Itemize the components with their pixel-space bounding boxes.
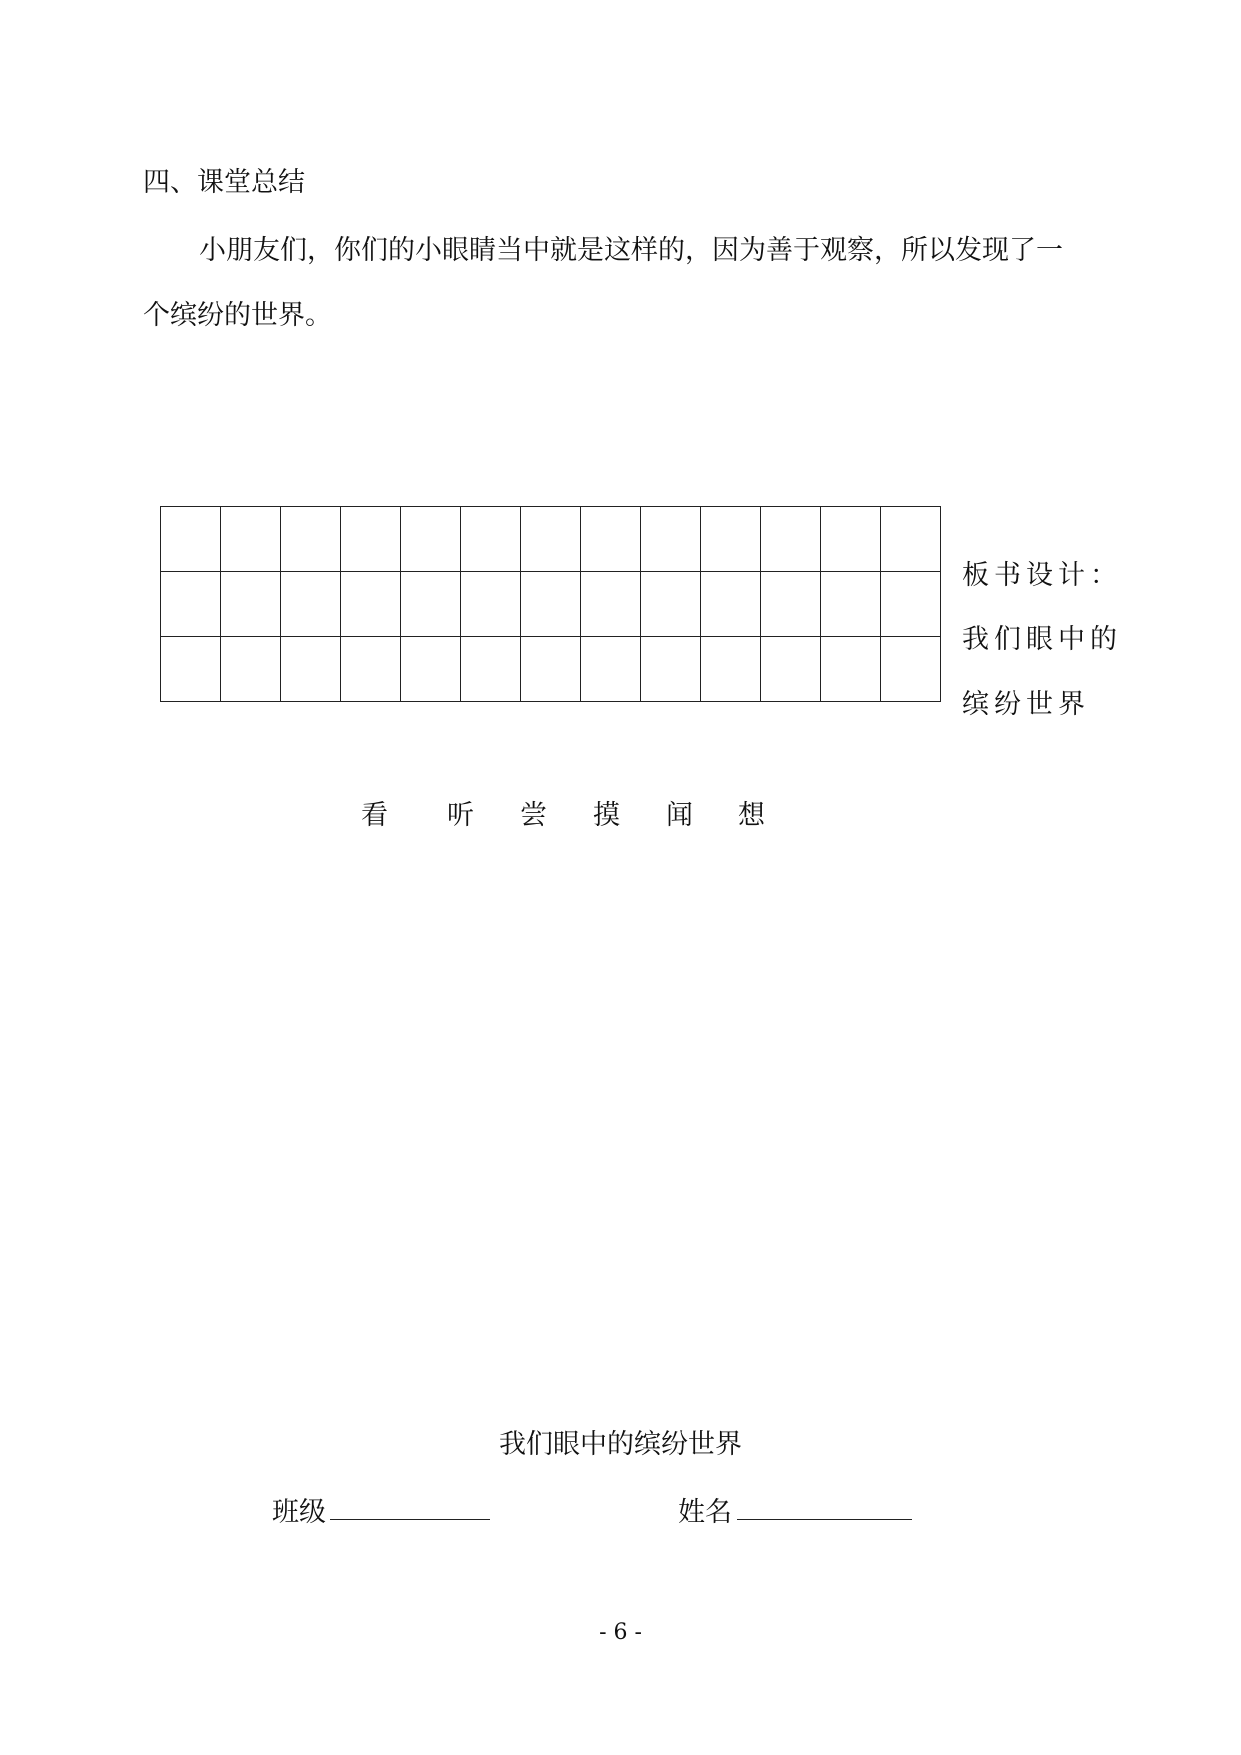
- grid-cell: [161, 637, 221, 702]
- grid-cell: [401, 507, 461, 572]
- grid-row: [161, 572, 941, 637]
- summary-line-2: 个缤纷的世界。: [143, 300, 332, 331]
- grid-cell: [641, 572, 701, 637]
- grid-cell: [581, 637, 641, 702]
- grid-cell: [701, 507, 761, 572]
- grid-cell: [281, 637, 341, 702]
- grid-cell: [461, 572, 521, 637]
- grid-cell: [581, 572, 641, 637]
- grid-cell: [881, 637, 941, 702]
- senses-row: [0, 793, 1241, 833]
- grid-cell: [161, 572, 221, 637]
- grid-cell: [641, 507, 701, 572]
- name-label: 姓名: [678, 1497, 732, 1528]
- grid-cell: [761, 572, 821, 637]
- grid-cell: [521, 637, 581, 702]
- grid-cell: [281, 507, 341, 572]
- grid-cell: [401, 637, 461, 702]
- grid-cell: [221, 507, 281, 572]
- grid-cell: [881, 572, 941, 637]
- grid-cell: [221, 572, 281, 637]
- summary-line-1: 小朋友们，你们的小眼睛当中就是这样的，因为善于观察，所以发现了一: [199, 235, 1063, 266]
- grid-cell: [161, 507, 221, 572]
- grid-cell: [761, 507, 821, 572]
- name-blank-line[interactable]: [737, 1519, 912, 1520]
- grid-cell: [881, 507, 941, 572]
- board-design-title-line-2: 缤纷世界: [962, 689, 1090, 720]
- grid-cell: [401, 572, 461, 637]
- grid-cell: [461, 507, 521, 572]
- sense-word: 听: [447, 800, 474, 831]
- grid-cell: [701, 637, 761, 702]
- grid-cell: [641, 637, 701, 702]
- grid-row: [161, 637, 941, 702]
- grid-cell: [701, 572, 761, 637]
- sense-word: 想: [738, 800, 765, 831]
- section-heading: 四、课堂总结: [143, 167, 305, 198]
- grid-cell: [341, 637, 401, 702]
- grid-cell: [521, 572, 581, 637]
- grid-cell: [821, 507, 881, 572]
- writing-grid: [160, 506, 941, 702]
- board-design-label: 板书设计：: [962, 560, 1122, 591]
- grid-cell: [581, 507, 641, 572]
- grid-row: [161, 507, 941, 572]
- grid-cell: [281, 572, 341, 637]
- sense-word: 尝: [520, 800, 547, 831]
- grid-cell: [461, 637, 521, 702]
- board-design-title-line-1: 我们眼中的: [962, 624, 1122, 655]
- sense-word: 闻: [666, 800, 693, 831]
- page-number: - 6 -: [599, 1620, 642, 1645]
- grid-cell: [821, 572, 881, 637]
- grid-cell: [521, 507, 581, 572]
- sense-word: 看: [361, 800, 388, 831]
- worksheet-title: 我们眼中的缤纷世界: [499, 1429, 742, 1460]
- grid-cell: [821, 637, 881, 702]
- grid-cell: [341, 507, 401, 572]
- grid-cell: [341, 572, 401, 637]
- grid-cell: [221, 637, 281, 702]
- class-label: 班级: [272, 1497, 326, 1528]
- sense-word: 摸: [593, 800, 620, 831]
- class-blank-line[interactable]: [330, 1519, 490, 1520]
- grid-cell: [761, 637, 821, 702]
